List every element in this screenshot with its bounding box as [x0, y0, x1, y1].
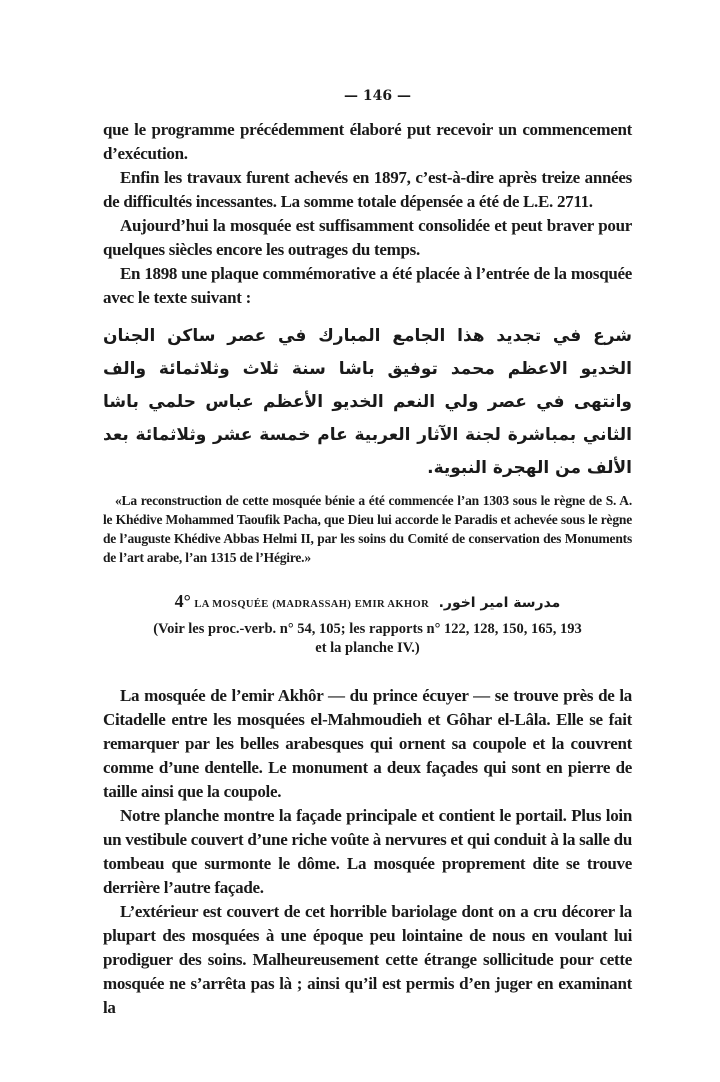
- section-number: 4°: [174, 591, 191, 611]
- paragraph-plate: Notre planche montre la façade principale et contient le portail. Plus loin un vestibule couvert d’une riche voûte à nervures et qui conduit à la salle du tombeau que surmonte le dôme. La mosquée proprement dite se trouve derrière l’autre façade.: [103, 806, 632, 897]
- section-title-arabic: مدرسة امير اخور.: [438, 595, 561, 611]
- references-line-2: et la planche IV.): [315, 640, 420, 656]
- section-title-b: EMIR AKHOR: [354, 599, 430, 610]
- inscription-translation: «La reconstruction de cette mosquée bénie a été commencée l’an 1303 sous le règne de S. A. le Khédive Mohammed Taoufik Pacha, que Dieu lui accorde le Paradis et achevée sous le règne de l’auguste Khédive Abbas Helmi II, par les soins du Comité de conservation des Monuments de l’art arabe, l’an 1315 de l’Hégire.»: [103, 493, 632, 565]
- paragraph-consolidated: Aujourd’hui la mosquée est suffisamment consolidée et peut braver pour quelques siècles encore les outrages du temps.: [103, 216, 632, 259]
- paragraph-works-completed: Enfin les travaux furent achevés en 1897, c’est-à-dire après treize années de difficultés incessantes. La somme totale dépensée a été de L.E. 2711.: [103, 168, 632, 211]
- paragraph-location: La mosquée de l’emir Akhôr — du prince écuyer — se trouve près de la Citadelle entre les mosquées el-Mahmoudieh et Gôhar el-Lâla. Elle se fait remarquer par les belles arabesques qui ornent sa coupole et la couvrent comme d’une dentelle. Le monument a deux façades qui sont en pierre de taille ainsi que la coupole.: [103, 686, 632, 801]
- paragraph-plaque-intro: En 1898 une plaque commémorative a été placée à l’entrée de la mosquée avec le texte suivant :: [103, 264, 632, 307]
- section-title-paren: (MADRASSAH): [272, 599, 352, 610]
- section-title-a: LA MOSQUÉE: [194, 599, 269, 610]
- paragraph-continuation: que le programme précédemment élaboré put recevoir un commencement d’exécution.: [103, 120, 632, 163]
- arabic-inscription: شرع في تجديد هذا الجامع المبارك في عصر ساكن الجنان الخديو الاعظم محمد توفيق باشا سنة ثلاث وثلاثمائة والف وانتهى في عصر ولي النعم الخديو الأعظم عباس حلمي باشا الثاني بمباشرة لجنة الآثار العربية عام خمسة عشر وثلاثمائة بعد الألف من الهجرة النبوية.: [103, 326, 632, 478]
- references-line-1: (Voir les proc.-verb. n° 54, 105; les rapports n° 122, 128, 150, 165, 193: [153, 621, 582, 637]
- section-heading: [103, 591, 632, 612]
- page-number: — 146 —: [344, 88, 411, 104]
- paragraph-exterior: L’extérieur est couvert de cet horrible bariolage dont on a cru décorer la plupart des mosquées à une époque peu lointaine de nous en voulant lui prodiguer des soins. Malheureusement cette étrange sollicitude pour cette mosquée ne s’arrêta pas là ; ainsi qu’il est permis d’en juger en examinant la: [103, 902, 632, 1017]
- section-references: [103, 620, 632, 658]
